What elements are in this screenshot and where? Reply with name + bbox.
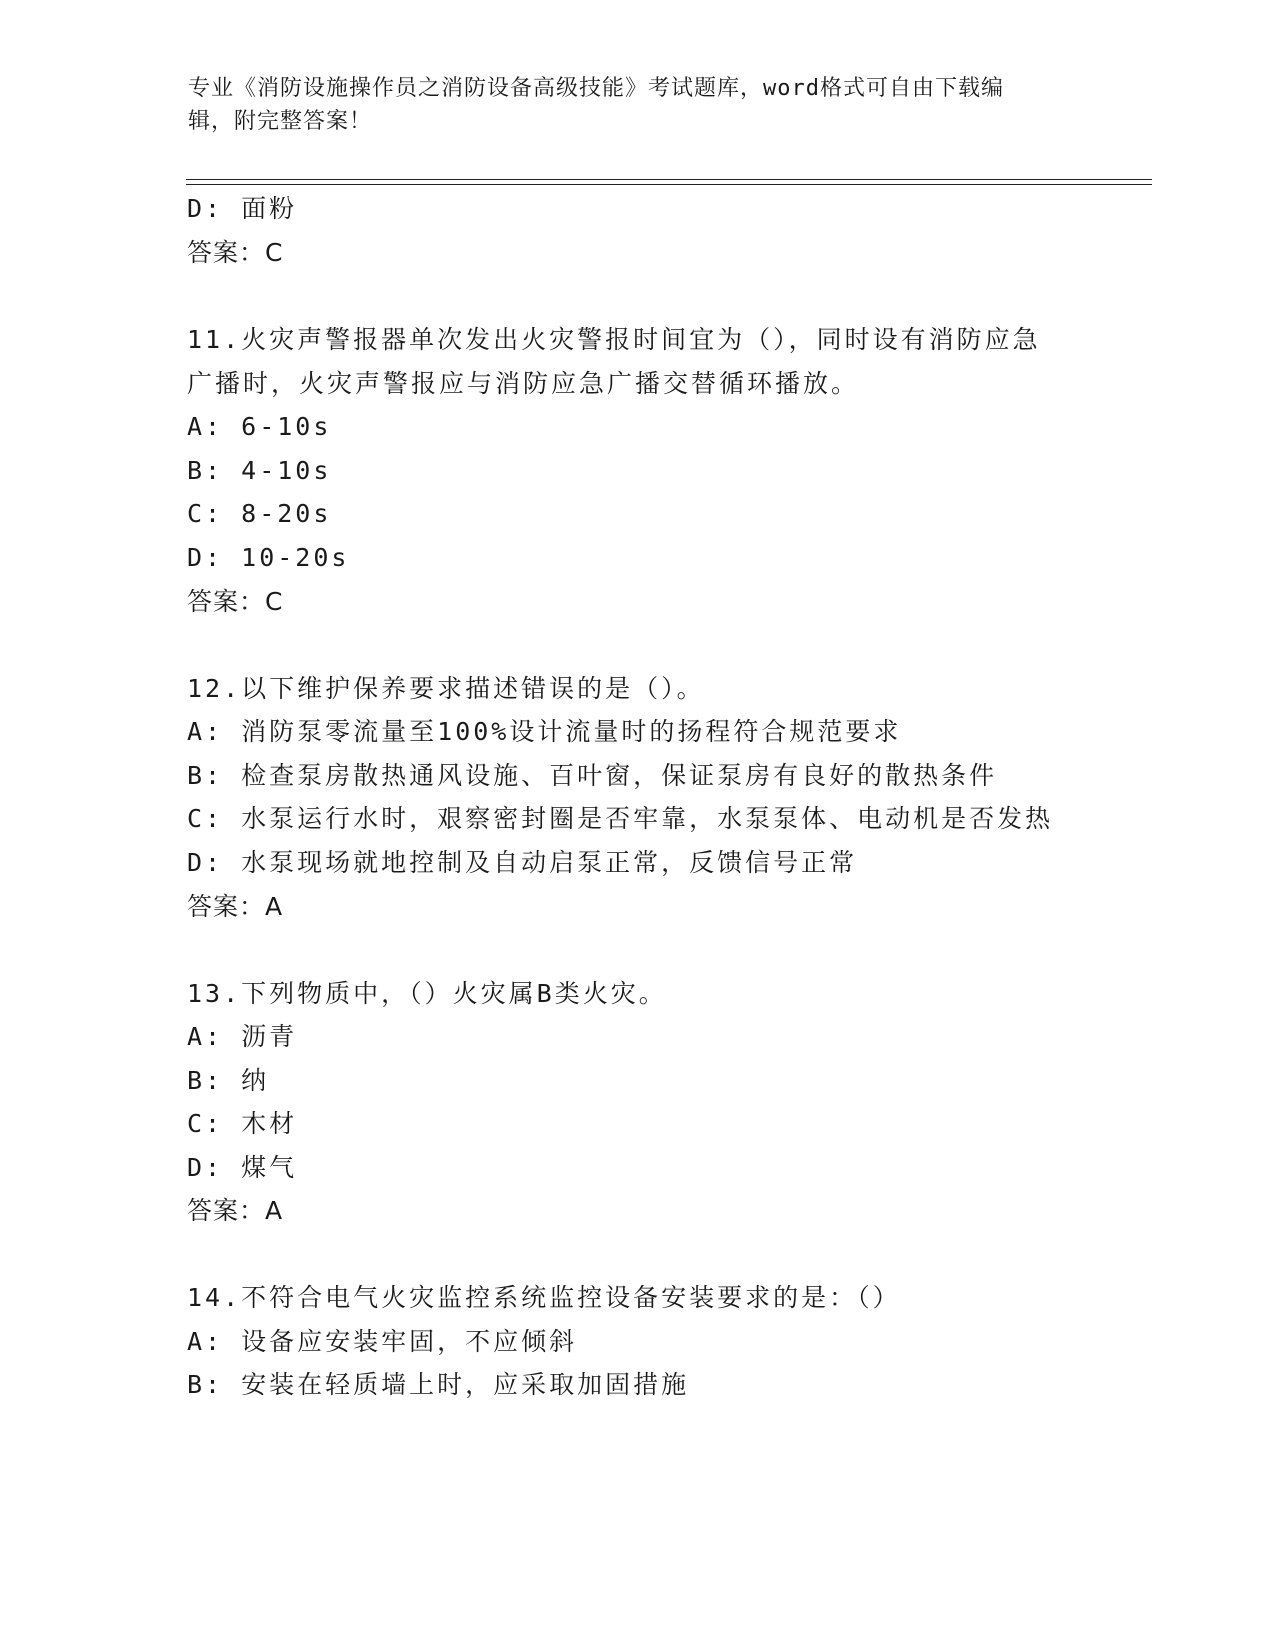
q13-stem-line-1: 13.下列物质中，（）火灾属B类火灾。 — [187, 979, 667, 1008]
header-divider-bottom — [186, 184, 1152, 185]
q11-option-b: B: 4-10s — [187, 456, 332, 485]
q11-option-c: C: 8-20s — [187, 499, 332, 528]
prev-option-d: D: 面粉 — [187, 194, 298, 223]
document-header — [188, 72, 1068, 138]
q12-option-d: D: 水泵现场就地控制及自动启泵正常，反馈信号正常 — [187, 848, 858, 877]
q12-answer: 答案：A — [187, 892, 284, 921]
q11-stem-line-1: 11.火灾声警报器单次发出火灾警报时间宜为（），同时设有消防应急 — [187, 325, 1041, 354]
q12-option-a: A: 消防泵零流量至100%设计流量时的扬程符合规范要求 — [187, 717, 902, 746]
q11-option-a: A: 6-10s — [187, 412, 332, 441]
header-line-2: 辑，附完整答案！ — [188, 109, 373, 134]
q12-stem-line-1: 12.以下维护保养要求描述错误的是（）。 — [187, 674, 705, 703]
q13-option-d: D: 煤气 — [187, 1153, 298, 1182]
q11-answer: 答案：C — [187, 587, 284, 616]
prev-answer: 答案：C — [187, 238, 284, 267]
q12-option-b: B: 检查泵房散热通风设施、百叶窗，保证泵房有良好的散热条件 — [187, 761, 998, 790]
q13-option-b: B: 纳 — [187, 1066, 270, 1095]
q13-option-a: A: 沥青 — [187, 1022, 298, 1051]
header-divider-top — [186, 179, 1152, 180]
q14-option-a: A: 设备应安装牢固，不应倾斜 — [187, 1327, 578, 1356]
q12-option-c: C: 水泵运行水时，艰察密封圈是否牢靠，水泵泵体、电动机是否发热 — [187, 804, 1054, 833]
q11-stem-line-2: 广播时，火灾声警报应与消防应急广播交替循环播放。 — [187, 369, 860, 398]
q13-option-c: C: 木材 — [187, 1109, 298, 1138]
q11-option-d: D: 10-20s — [187, 543, 350, 572]
header-line-1: 专业《消防设施操作员之消防设备高级技能》考试题库，word格式可自由下载编 — [188, 76, 1004, 101]
q14-stem-line-1: 14.不符合电气火灾监控系统监控设备安装要求的是：（） — [187, 1283, 901, 1312]
q13-answer: 答案：A — [187, 1196, 284, 1225]
q14-option-b: B: 安装在轻质墙上时，应采取加固措施 — [187, 1370, 690, 1399]
